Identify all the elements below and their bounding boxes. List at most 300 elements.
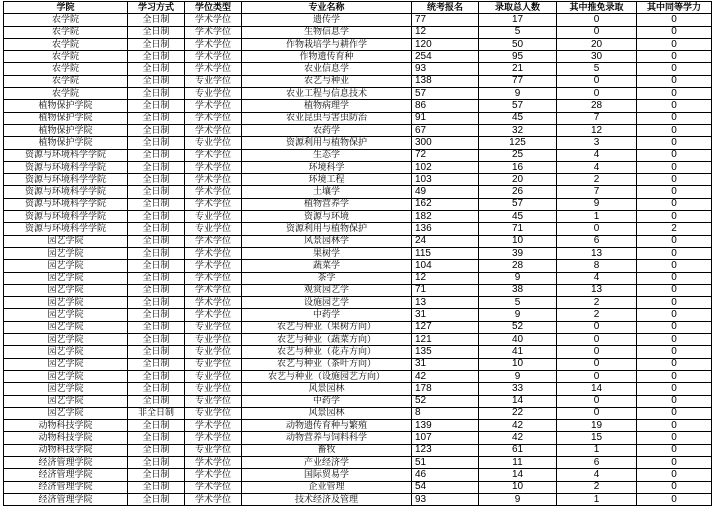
- study-mode-cell: 全日制: [128, 456, 185, 468]
- total-admitted-cell: 39: [479, 247, 557, 259]
- study-mode-cell: 全日制: [128, 469, 185, 481]
- recommended-admitted-cell: 0: [557, 88, 637, 100]
- college-cell: 农学院: [4, 38, 128, 50]
- recommended-admitted-cell: 13: [557, 284, 637, 296]
- total-admitted-cell: 10: [479, 235, 557, 247]
- equivalent-education-cell: 0: [637, 493, 712, 505]
- exam-applicants-cell: 54: [412, 481, 479, 493]
- recommended-admitted-cell: 2: [557, 481, 637, 493]
- equivalent-education-cell: 0: [637, 297, 712, 309]
- recommended-admitted-cell: 0: [557, 358, 637, 370]
- table-row: [4, 247, 712, 259]
- table-row: [4, 63, 712, 75]
- total-admitted-cell: 22: [479, 407, 557, 419]
- table-row: [4, 493, 712, 505]
- major-name-cell: 农艺与种业（果树方向）: [242, 321, 412, 333]
- total-admitted-cell: 32: [479, 124, 557, 136]
- college-cell: 植物保护学院: [4, 100, 128, 112]
- recommended-admitted-cell: 3: [557, 137, 637, 149]
- header-major-name: 专业名称: [242, 2, 412, 14]
- college-cell: 资源与环境科学学院: [4, 161, 128, 173]
- recommended-admitted-cell: 0: [557, 223, 637, 235]
- table-row: [4, 383, 712, 395]
- table-row: [4, 100, 712, 112]
- recommended-admitted-cell: 0: [557, 346, 637, 358]
- college-cell: 园艺学院: [4, 247, 128, 259]
- degree-type-cell: 学术学位: [185, 272, 242, 284]
- table-row: [4, 260, 712, 272]
- college-cell: 资源与环境科学学院: [4, 186, 128, 198]
- major-name-cell: 农艺与种业（茶叶方向）: [242, 358, 412, 370]
- total-admitted-cell: 9: [479, 309, 557, 321]
- recommended-admitted-cell: 0: [557, 407, 637, 419]
- table-row: [4, 223, 712, 235]
- table-row: [4, 334, 712, 346]
- major-name-cell: 资源利用与植物保护: [242, 137, 412, 149]
- table-row: [4, 432, 712, 444]
- total-admitted-cell: 38: [479, 284, 557, 296]
- degree-type-cell: 学术学位: [185, 456, 242, 468]
- header-total-admitted: 录取总人数: [479, 2, 557, 14]
- college-cell: 园艺学院: [4, 297, 128, 309]
- college-cell: 园艺学院: [4, 383, 128, 395]
- degree-type-cell: 学术学位: [185, 260, 242, 272]
- college-cell: 园艺学院: [4, 284, 128, 296]
- major-name-cell: 产业经济学: [242, 456, 412, 468]
- total-admitted-cell: 14: [479, 469, 557, 481]
- recommended-admitted-cell: 19: [557, 420, 637, 432]
- equivalent-education-cell: 0: [637, 124, 712, 136]
- exam-applicants-cell: 127: [412, 321, 479, 333]
- major-name-cell: 植物营养学: [242, 198, 412, 210]
- degree-type-cell: 专业学位: [185, 444, 242, 456]
- recommended-admitted-cell: 13: [557, 247, 637, 259]
- major-name-cell: 生态学: [242, 149, 412, 161]
- degree-type-cell: 学术学位: [185, 26, 242, 38]
- equivalent-education-cell: 0: [637, 174, 712, 186]
- college-cell: 经济管理学院: [4, 481, 128, 493]
- total-admitted-cell: 71: [479, 223, 557, 235]
- exam-applicants-cell: 12: [412, 26, 479, 38]
- major-name-cell: 动物营养与饲料科学: [242, 432, 412, 444]
- study-mode-cell: 全日制: [128, 211, 185, 223]
- college-cell: 动物科技学院: [4, 444, 128, 456]
- degree-type-cell: 学术学位: [185, 284, 242, 296]
- equivalent-education-cell: 0: [637, 112, 712, 124]
- recommended-admitted-cell: 6: [557, 235, 637, 247]
- table-row: [4, 137, 712, 149]
- exam-applicants-cell: 102: [412, 161, 479, 173]
- equivalent-education-cell: 0: [637, 469, 712, 481]
- major-name-cell: 风景园林: [242, 407, 412, 419]
- study-mode-cell: 全日制: [128, 272, 185, 284]
- equivalent-education-cell: 0: [637, 235, 712, 247]
- study-mode-cell: 全日制: [128, 63, 185, 75]
- degree-type-cell: 学术学位: [185, 235, 242, 247]
- recommended-admitted-cell: 4: [557, 469, 637, 481]
- degree-type-cell: 学术学位: [185, 174, 242, 186]
- major-name-cell: 观赏园艺学: [242, 284, 412, 296]
- recommended-admitted-cell: 0: [557, 321, 637, 333]
- exam-applicants-cell: 51: [412, 456, 479, 468]
- study-mode-cell: 全日制: [128, 493, 185, 505]
- study-mode-cell: 全日制: [128, 481, 185, 493]
- equivalent-education-cell: 0: [637, 14, 712, 26]
- major-name-cell: 风景园林学: [242, 235, 412, 247]
- exam-applicants-cell: 31: [412, 309, 479, 321]
- table-row: [4, 444, 712, 456]
- degree-type-cell: 学术学位: [185, 247, 242, 259]
- equivalent-education-cell: 0: [637, 75, 712, 87]
- recommended-admitted-cell: 4: [557, 149, 637, 161]
- major-name-cell: 中药学: [242, 309, 412, 321]
- study-mode-cell: 全日制: [128, 383, 185, 395]
- study-mode-cell: 全日制: [128, 260, 185, 272]
- study-mode-cell: 全日制: [128, 75, 185, 87]
- header-exam-applicants: 统考报名: [412, 2, 479, 14]
- major-name-cell: 畜牧: [242, 444, 412, 456]
- total-admitted-cell: 33: [479, 383, 557, 395]
- recommended-admitted-cell: 2: [557, 174, 637, 186]
- degree-type-cell: 专业学位: [185, 321, 242, 333]
- table-row: [4, 38, 712, 50]
- degree-type-cell: 专业学位: [185, 407, 242, 419]
- major-name-cell: 企业管理: [242, 481, 412, 493]
- major-name-cell: 土壤学: [242, 186, 412, 198]
- table-row: [4, 211, 712, 223]
- equivalent-education-cell: 0: [637, 26, 712, 38]
- total-admitted-cell: 42: [479, 420, 557, 432]
- degree-type-cell: 专业学位: [185, 88, 242, 100]
- exam-applicants-cell: 93: [412, 63, 479, 75]
- major-name-cell: 风景园林: [242, 383, 412, 395]
- recommended-admitted-cell: 5: [557, 63, 637, 75]
- table-row: [4, 456, 712, 468]
- college-cell: 动物科技学院: [4, 432, 128, 444]
- total-admitted-cell: 9: [479, 493, 557, 505]
- degree-type-cell: 学术学位: [185, 38, 242, 50]
- equivalent-education-cell: 0: [637, 272, 712, 284]
- table-row: [4, 420, 712, 432]
- equivalent-education-cell: 0: [637, 420, 712, 432]
- degree-type-cell: 专业学位: [185, 211, 242, 223]
- degree-type-cell: 学术学位: [185, 432, 242, 444]
- table-row: [4, 235, 712, 247]
- degree-type-cell: 学术学位: [185, 186, 242, 198]
- degree-type-cell: 学术学位: [185, 297, 242, 309]
- equivalent-education-cell: 0: [637, 51, 712, 63]
- exam-applicants-cell: 8: [412, 407, 479, 419]
- major-name-cell: 作物栽培学与耕作学: [242, 38, 412, 50]
- total-admitted-cell: 42: [479, 432, 557, 444]
- table-row: [4, 88, 712, 100]
- degree-type-cell: 学术学位: [185, 420, 242, 432]
- recommended-admitted-cell: 9: [557, 198, 637, 210]
- college-cell: 植物保护学院: [4, 137, 128, 149]
- table-row: [4, 469, 712, 481]
- major-name-cell: 环境科学: [242, 161, 412, 173]
- table-body: [4, 14, 712, 506]
- equivalent-education-cell: 0: [637, 321, 712, 333]
- total-admitted-cell: 20: [479, 174, 557, 186]
- total-admitted-cell: 14: [479, 395, 557, 407]
- major-name-cell: 蔬菜学: [242, 260, 412, 272]
- college-cell: 资源与环境科学学院: [4, 149, 128, 161]
- degree-type-cell: 专业学位: [185, 383, 242, 395]
- major-name-cell: 技术经济及管理: [242, 493, 412, 505]
- table-row: [4, 272, 712, 284]
- equivalent-education-cell: 0: [637, 198, 712, 210]
- study-mode-cell: 全日制: [128, 186, 185, 198]
- total-admitted-cell: 95: [479, 51, 557, 63]
- equivalent-education-cell: 2: [637, 223, 712, 235]
- study-mode-cell: 全日制: [128, 112, 185, 124]
- study-mode-cell: 全日制: [128, 161, 185, 173]
- college-cell: 园艺学院: [4, 309, 128, 321]
- exam-applicants-cell: 71: [412, 284, 479, 296]
- major-name-cell: 农艺与种业（设施园艺方向）: [242, 370, 412, 382]
- recommended-admitted-cell: 0: [557, 75, 637, 87]
- header-recommended-admitted: 其中推免录取: [557, 2, 637, 14]
- study-mode-cell: 全日制: [128, 235, 185, 247]
- study-mode-cell: 全日制: [128, 297, 185, 309]
- equivalent-education-cell: 0: [637, 370, 712, 382]
- equivalent-education-cell: 0: [637, 137, 712, 149]
- recommended-admitted-cell: 6: [557, 456, 637, 468]
- degree-type-cell: 专业学位: [185, 370, 242, 382]
- equivalent-education-cell: 0: [637, 407, 712, 419]
- degree-type-cell: 学术学位: [185, 51, 242, 63]
- exam-applicants-cell: 13: [412, 297, 479, 309]
- study-mode-cell: 全日制: [128, 26, 185, 38]
- exam-applicants-cell: 162: [412, 198, 479, 210]
- table-row: [4, 284, 712, 296]
- major-name-cell: 植物病理学: [242, 100, 412, 112]
- college-cell: 资源与环境科学学院: [4, 223, 128, 235]
- study-mode-cell: 全日制: [128, 247, 185, 259]
- exam-applicants-cell: 115: [412, 247, 479, 259]
- table-row: [4, 14, 712, 26]
- college-cell: 农学院: [4, 51, 128, 63]
- equivalent-education-cell: 0: [637, 211, 712, 223]
- major-name-cell: 资源与环境: [242, 211, 412, 223]
- table-row: [4, 112, 712, 124]
- equivalent-education-cell: 0: [637, 346, 712, 358]
- equivalent-education-cell: 0: [637, 444, 712, 456]
- total-admitted-cell: 5: [479, 26, 557, 38]
- exam-applicants-cell: 138: [412, 75, 479, 87]
- degree-type-cell: 专业学位: [185, 346, 242, 358]
- total-admitted-cell: 11: [479, 456, 557, 468]
- major-name-cell: 果树学: [242, 247, 412, 259]
- study-mode-cell: 全日制: [128, 223, 185, 235]
- header-row: [4, 2, 712, 14]
- table-row: [4, 346, 712, 358]
- recommended-admitted-cell: 15: [557, 432, 637, 444]
- major-name-cell: 农艺与种业（蔬菜方向）: [242, 334, 412, 346]
- college-cell: 经济管理学院: [4, 469, 128, 481]
- college-cell: 农学院: [4, 75, 128, 87]
- study-mode-cell: 全日制: [128, 370, 185, 382]
- college-cell: 经济管理学院: [4, 456, 128, 468]
- college-cell: 园艺学院: [4, 321, 128, 333]
- major-name-cell: 环境工程: [242, 174, 412, 186]
- degree-type-cell: 学术学位: [185, 309, 242, 321]
- table-row: [4, 481, 712, 493]
- major-name-cell: 农药学: [242, 124, 412, 136]
- total-admitted-cell: 52: [479, 321, 557, 333]
- total-admitted-cell: 50: [479, 38, 557, 50]
- equivalent-education-cell: 0: [637, 88, 712, 100]
- college-cell: 农学院: [4, 88, 128, 100]
- exam-applicants-cell: 12: [412, 272, 479, 284]
- equivalent-education-cell: 0: [637, 63, 712, 75]
- recommended-admitted-cell: 2: [557, 297, 637, 309]
- equivalent-education-cell: 0: [637, 383, 712, 395]
- degree-type-cell: 学术学位: [185, 149, 242, 161]
- equivalent-education-cell: 0: [637, 247, 712, 259]
- table-row: [4, 370, 712, 382]
- table-row: [4, 309, 712, 321]
- equivalent-education-cell: 0: [637, 334, 712, 346]
- major-name-cell: 茶学: [242, 272, 412, 284]
- study-mode-cell: 全日制: [128, 137, 185, 149]
- college-cell: 动物科技学院: [4, 420, 128, 432]
- college-cell: 园艺学院: [4, 395, 128, 407]
- recommended-admitted-cell: 0: [557, 334, 637, 346]
- exam-applicants-cell: 136: [412, 223, 479, 235]
- recommended-admitted-cell: 8: [557, 260, 637, 272]
- college-cell: 植物保护学院: [4, 112, 128, 124]
- exam-applicants-cell: 123: [412, 444, 479, 456]
- total-admitted-cell: 5: [479, 297, 557, 309]
- degree-type-cell: 学术学位: [185, 112, 242, 124]
- college-cell: 园艺学院: [4, 272, 128, 284]
- study-mode-cell: 全日制: [128, 321, 185, 333]
- total-admitted-cell: 61: [479, 444, 557, 456]
- total-admitted-cell: 40: [479, 334, 557, 346]
- total-admitted-cell: 10: [479, 481, 557, 493]
- college-cell: 资源与环境科学学院: [4, 211, 128, 223]
- total-admitted-cell: 9: [479, 370, 557, 382]
- college-cell: 植物保护学院: [4, 124, 128, 136]
- recommended-admitted-cell: 28: [557, 100, 637, 112]
- recommended-admitted-cell: 4: [557, 272, 637, 284]
- header-study-mode: 学习方式: [128, 2, 185, 14]
- recommended-admitted-cell: 12: [557, 124, 637, 136]
- major-name-cell: 农业信息学: [242, 63, 412, 75]
- degree-type-cell: 学术学位: [185, 161, 242, 173]
- recommended-admitted-cell: 30: [557, 51, 637, 63]
- major-name-cell: 生物信息学: [242, 26, 412, 38]
- major-name-cell: 农业昆虫与害虫防治: [242, 112, 412, 124]
- exam-applicants-cell: 300: [412, 137, 479, 149]
- study-mode-cell: 全日制: [128, 51, 185, 63]
- study-mode-cell: 全日制: [128, 432, 185, 444]
- table-row: [4, 297, 712, 309]
- total-admitted-cell: 21: [479, 63, 557, 75]
- equivalent-education-cell: 0: [637, 358, 712, 370]
- degree-type-cell: 学术学位: [185, 14, 242, 26]
- exam-applicants-cell: 182: [412, 211, 479, 223]
- recommended-admitted-cell: 4: [557, 161, 637, 173]
- total-admitted-cell: 45: [479, 211, 557, 223]
- total-admitted-cell: 45: [479, 112, 557, 124]
- total-admitted-cell: 25: [479, 149, 557, 161]
- table-row: [4, 395, 712, 407]
- recommended-admitted-cell: 0: [557, 14, 637, 26]
- total-admitted-cell: 57: [479, 198, 557, 210]
- equivalent-education-cell: 0: [637, 456, 712, 468]
- equivalent-education-cell: 0: [637, 100, 712, 112]
- recommended-admitted-cell: 1: [557, 493, 637, 505]
- header-college: 学院: [4, 2, 128, 14]
- total-admitted-cell: 77: [479, 75, 557, 87]
- degree-type-cell: 专业学位: [185, 358, 242, 370]
- major-name-cell: 国际贸易学: [242, 469, 412, 481]
- study-mode-cell: 全日制: [128, 334, 185, 346]
- equivalent-education-cell: 0: [637, 395, 712, 407]
- study-mode-cell: 全日制: [128, 309, 185, 321]
- study-mode-cell: 非全日制: [128, 407, 185, 419]
- exam-applicants-cell: 31: [412, 358, 479, 370]
- college-cell: 经济管理学院: [4, 493, 128, 505]
- exam-applicants-cell: 72: [412, 149, 479, 161]
- total-admitted-cell: 17: [479, 14, 557, 26]
- college-cell: 资源与环境科学学院: [4, 198, 128, 210]
- header-equivalent-education: 其中同等学力: [637, 2, 712, 14]
- total-admitted-cell: 125: [479, 137, 557, 149]
- exam-applicants-cell: 46: [412, 469, 479, 481]
- exam-applicants-cell: 52: [412, 395, 479, 407]
- equivalent-education-cell: 0: [637, 161, 712, 173]
- study-mode-cell: 全日制: [128, 38, 185, 50]
- recommended-admitted-cell: 7: [557, 112, 637, 124]
- study-mode-cell: 全日制: [128, 149, 185, 161]
- degree-type-cell: 专业学位: [185, 334, 242, 346]
- degree-type-cell: 专业学位: [185, 75, 242, 87]
- table-row: [4, 124, 712, 136]
- equivalent-education-cell: 0: [637, 432, 712, 444]
- recommended-admitted-cell: 7: [557, 186, 637, 198]
- exam-applicants-cell: 254: [412, 51, 479, 63]
- table-row: [4, 358, 712, 370]
- exam-applicants-cell: 93: [412, 493, 479, 505]
- degree-type-cell: 专业学位: [185, 137, 242, 149]
- college-cell: 园艺学院: [4, 407, 128, 419]
- total-admitted-cell: 26: [479, 186, 557, 198]
- college-cell: 园艺学院: [4, 334, 128, 346]
- major-name-cell: 遗传学: [242, 14, 412, 26]
- recommended-admitted-cell: 1: [557, 444, 637, 456]
- degree-type-cell: 学术学位: [185, 469, 242, 481]
- exam-applicants-cell: 42: [412, 370, 479, 382]
- college-cell: 园艺学院: [4, 358, 128, 370]
- equivalent-education-cell: 0: [637, 260, 712, 272]
- equivalent-education-cell: 0: [637, 186, 712, 198]
- study-mode-cell: 全日制: [128, 88, 185, 100]
- degree-type-cell: 学术学位: [185, 481, 242, 493]
- study-mode-cell: 全日制: [128, 174, 185, 186]
- major-name-cell: 中药学: [242, 395, 412, 407]
- major-name-cell: 动物遗传育种与繁殖: [242, 420, 412, 432]
- equivalent-education-cell: 0: [637, 309, 712, 321]
- total-admitted-cell: 9: [479, 88, 557, 100]
- exam-applicants-cell: 67: [412, 124, 479, 136]
- exam-applicants-cell: 107: [412, 432, 479, 444]
- table-row: [4, 51, 712, 63]
- study-mode-cell: 全日制: [128, 444, 185, 456]
